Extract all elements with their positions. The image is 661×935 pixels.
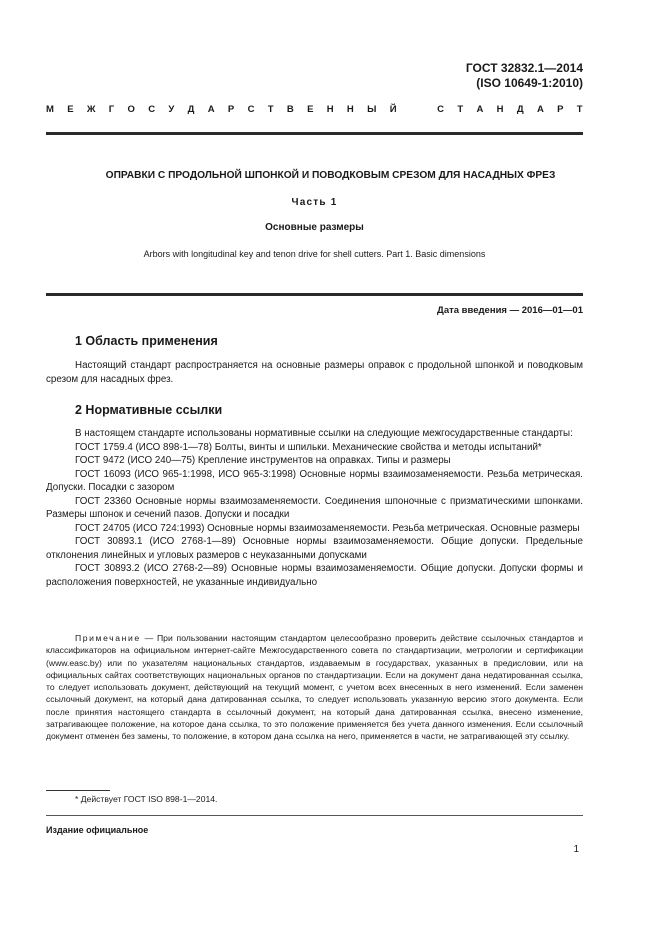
banner-letter: Н — [346, 104, 354, 115]
header-divider — [46, 132, 583, 135]
footnote-divider — [46, 790, 110, 791]
banner-letter: Д — [187, 104, 195, 115]
section-2-intro: В настоящем стандарте использованы нормативные ссылки на следующие межгосударственные стандарты: — [75, 428, 573, 439]
banner-letter: Р — [227, 104, 235, 115]
reference-item: ГОСТ 30893.1 (ИСО 2768-1—89) Основные нормы взаимозаменяемости. Общие допуски. Предельные отклонения линейных и угловых размеров с неуказанными допусками — [46, 536, 583, 561]
standard-number: ГОСТ 32832.1—2014 — [465, 61, 583, 75]
banner-letter: Е — [67, 104, 74, 115]
page-number: 1 — [573, 844, 579, 855]
banner-letter: А — [207, 104, 215, 115]
banner-letter: Д — [516, 104, 524, 115]
reference-item: ГОСТ 16093 (ИСО 965-1:1998, ИСО 965-3:1998) Основные нормы взаимозаменяемости. Резьба метрическая. Допуски. Посадки с зазором — [46, 468, 583, 493]
english-title: Arbors with longitudinal key and tenon drive for shell cutters. Part 1. Basic dimensions — [143, 249, 486, 259]
banner-letter: О — [127, 104, 135, 115]
banner-letter: Т — [576, 104, 583, 115]
banner-letter: М — [46, 104, 54, 115]
footnote: * Действует ГОСТ ISO 898-1—2014. — [75, 794, 218, 804]
document-title: ОПРАВКИ С ПРОДОЛЬНОЙ ШПОНКОЙ И ПОВОДКОВЫМ СРЕЗОМ ДЛЯ НАСАДНЫХ ФРЕЗ — [105, 170, 556, 181]
reference-item: ГОСТ 23360 Основные нормы взаимозаменяемости. Соединения шпоночные с призматическими шпонками. Размеры шпонок и сечений пазов. Допуски и посадки — [46, 495, 583, 520]
banner-letter: Т — [457, 104, 464, 115]
title-divider — [46, 293, 583, 296]
section-2-heading: 2 Нормативные ссылки — [75, 403, 223, 417]
banner-letter: С — [437, 104, 445, 115]
banner-letter: Ж — [86, 104, 96, 115]
banner-letter: Е — [307, 104, 314, 115]
note-label: Примечание — [75, 633, 141, 643]
introduction-date: Дата введения — 2016—01—01 — [437, 305, 583, 316]
section-1-paragraph: Настоящий стандарт распространяется на основные размеры оправок с продольной шпонкой и поводковым срезом для насадных фрез. — [46, 360, 583, 385]
banner-letter: А — [476, 104, 484, 115]
banner-letter: С — [247, 104, 255, 115]
banner-letter: В — [286, 104, 294, 115]
reference-item: ГОСТ 30893.2 (ИСО 2768-2—89) Основные нормы взаимозаменяемости. Общие допуски. Допуски формы и расположения поверхностей, не указанные индивидуально — [46, 563, 583, 588]
banner-letter: Т — [267, 104, 274, 115]
banner-letter: Й — [389, 104, 397, 115]
banner-letter: Ы — [367, 104, 377, 115]
reference-item: ГОСТ 9472 (ИСО 240—75) Крепление инструментов на оправках. Типы и размеры — [75, 455, 451, 466]
section-1-heading: 1 Область применения — [75, 334, 218, 348]
note-text: — При пользовании настоящим стандартом целесообразно проверить действие ссылочных стандартов и классификаторов на официальном интернет-сайте Межгосударственного совета по стандартизации, метрологии и сертификации (www.easc.by) или по указателям национальных стандартов, издаваемым в государствах, указанных в предисловии, или на официальных сайтах соответствующих национальных органов по стандартизации. Если на документ дана недатированная ссылка, то следует использовать документ, действующий на текущий момент, с учетом всех внесенных в него изменений. Если заменен ссылочный документ, на который дана датированная ссылка, то следует использовать указанную версию этого документа. Если после принятия настоящего стандарта в ссылочный документ, на который дана датированная ссылка, внесено изменение, затрагивающее положение, на которое дана ссылка, то это положение применяется без учета данного изменения. Если ссылочный документ отменен без замены, то положение, в котором дана ссылка на него, применяется в части, не затрагивающей эту ссылку. — [46, 633, 584, 742]
banner-letter: Г — [108, 104, 115, 115]
reference-item: ГОСТ 1759.4 (ИСО 898-1—78) Болты, винты и шпильки. Механические свойства и методы испытаний* — [75, 441, 542, 453]
note-paragraph — [46, 632, 583, 743]
official-edition-label: Издание официальное — [46, 825, 149, 835]
document-subtitle: Основные размеры — [265, 222, 364, 233]
iso-number: (ISO 10649-1:2010) — [476, 76, 583, 90]
reference-item: ГОСТ 24705 (ИСО 724:1993) Основные нормы взаимозаменяемости. Резьба метрическая. Основные размеры — [75, 522, 580, 534]
section-2-body — [46, 427, 583, 589]
banner-letter: С — [148, 104, 156, 115]
banner-letter: Р — [557, 104, 564, 115]
banner-letter: Н — [326, 104, 334, 115]
banner-letter: У — [168, 104, 175, 115]
standard-number-block — [466, 61, 583, 91]
interstate-standard-banner — [46, 104, 583, 116]
banner-letter: Н — [496, 104, 504, 115]
banner-letter: А — [536, 104, 544, 115]
note-block — [46, 632, 583, 743]
footer-divider — [46, 815, 583, 816]
part-label: Часть 1 — [291, 197, 338, 208]
section-1-body — [46, 359, 583, 386]
